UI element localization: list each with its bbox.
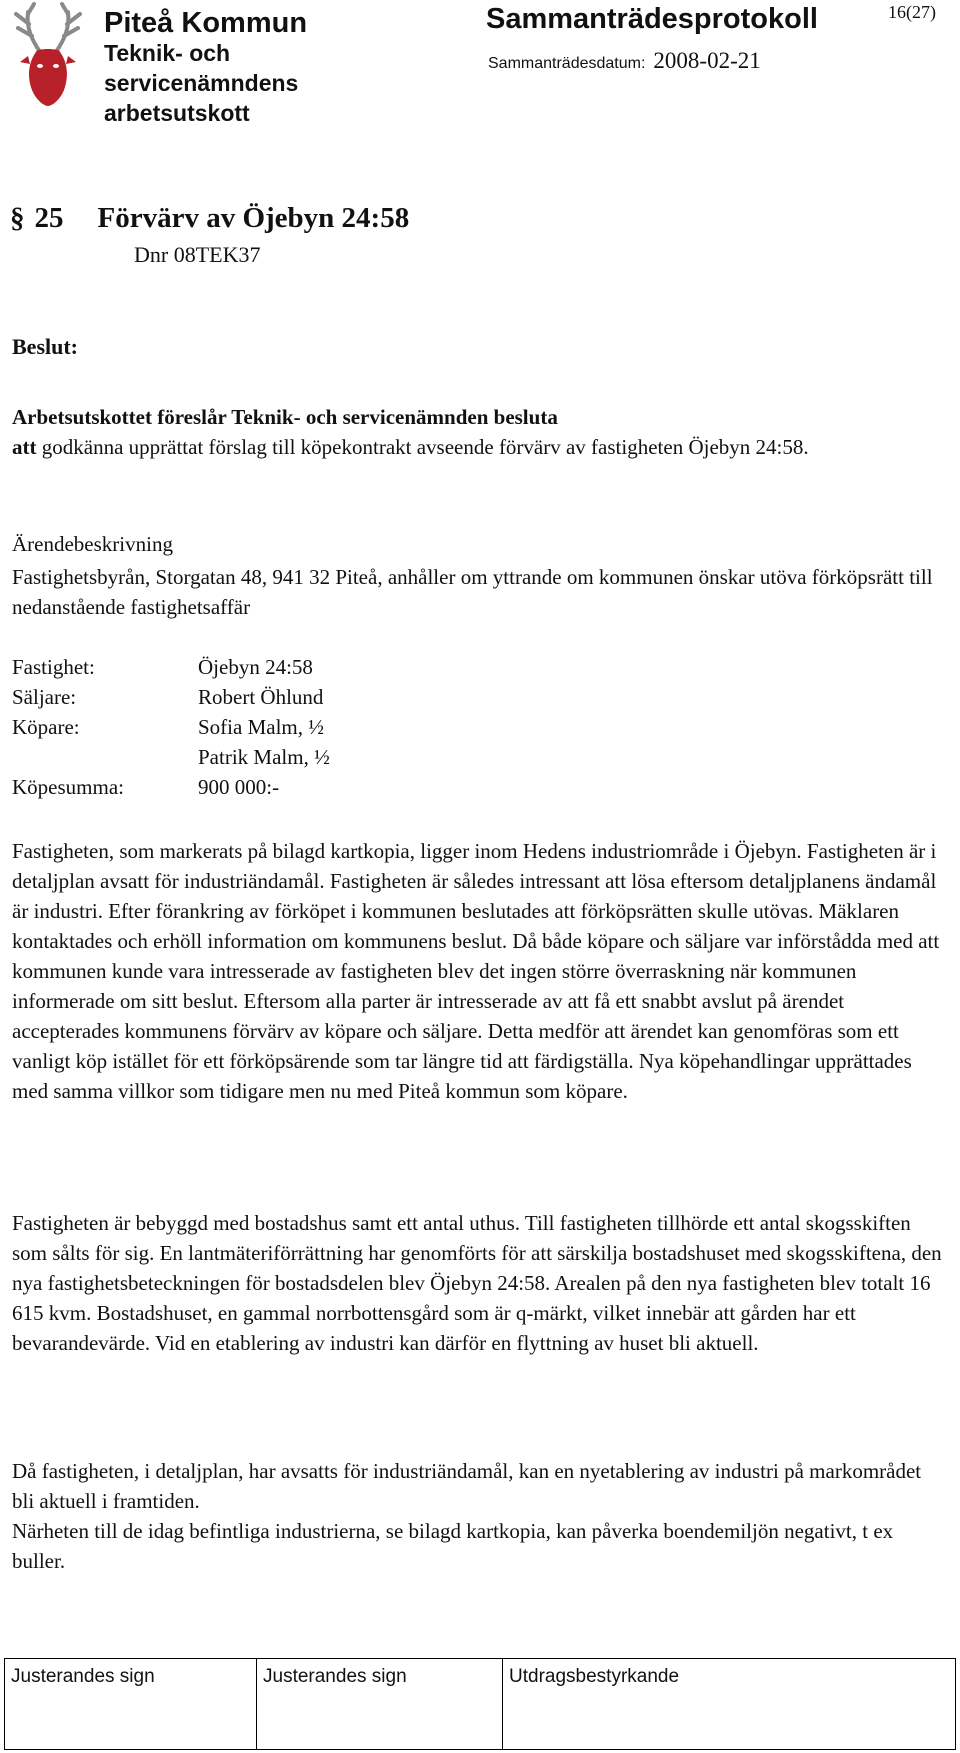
decision-body xyxy=(12,432,942,462)
decision-text xyxy=(12,402,942,462)
document-title: Sammanträdesprotokoll xyxy=(486,3,818,35)
paragraph: Fastigheten är bebyggd med bostadshus samt ett antal uthus. Till fastigheten tillhörde ett antal skogsskiften som sålts för sig. En lantmäteriförrättning har genomförts för att särskilja bostadshuset med skogsskiftena, den nya fastighetsbeteckningen för bostadsdelen blev Öjebyn 24:58. Arealen på den nya fastigheten blev totalt 16 615 kvm. Bostadshuset, en gammal norrbottensgård som är q-märkt, vilket innebär att gården har ett bevarandevärde. Vid en etablering av industri kan därför en flyttning av huset bli aktuell. xyxy=(12,1211,942,1355)
decision-statement: godkänna upprättat förslag till köpekontrakt avseende förvärv av fastigheten Öjebyn 24:58. xyxy=(41,435,809,459)
section-number: 25 xyxy=(34,202,64,234)
detail-row-buyer-2 xyxy=(12,742,330,772)
meeting-date-label: Sammanträdesdatum: xyxy=(488,55,646,72)
case-number: Dnr 08TEK37 xyxy=(134,242,261,267)
paragraph: Då fastigheten, i detaljplan, har avsatts för industriändamål, kan en nyetablering av industri på markområdet bli aktuell i framtiden. xyxy=(12,1459,922,1513)
detail-label: Köpesumma: xyxy=(12,775,124,799)
page-number: 16(27) xyxy=(888,2,936,22)
detail-value: Patrik Malm, ½ xyxy=(198,745,330,769)
signature-cell-adjuster-1: Justerandes sign xyxy=(4,1659,256,1749)
signature-table xyxy=(4,1658,956,1750)
signature-cell-adjuster-2: Justerandes sign xyxy=(256,1659,502,1749)
organization-block xyxy=(104,8,404,128)
section-title: Förvärv av Öjebyn 24:58 xyxy=(97,202,410,234)
meeting-date-row xyxy=(488,48,761,74)
detail-value: Öjebyn 24:58 xyxy=(198,655,313,679)
description-heading: Ärendebeskrivning xyxy=(12,532,173,556)
decision-intro: Arbetsutskottet föreslår Teknik- och servicenämnden besluta xyxy=(12,405,558,429)
board-name: Teknik- och servicenämndens arbetsutskott xyxy=(104,40,299,126)
detail-row-property xyxy=(12,652,313,682)
detail-label: Säljare: xyxy=(12,685,77,709)
detail-value: 900 000:- xyxy=(198,775,280,799)
meeting-date: 2008-02-21 xyxy=(653,48,761,73)
paragraph: Närheten till de idag befintliga industrierna, se bilagd kartkopia, kan påverka boendemiljön negativt, t ex buller. xyxy=(12,1519,894,1573)
section-symbol: § xyxy=(10,202,25,234)
organization-name: Piteå Kommun xyxy=(104,7,308,39)
detail-row-buyer xyxy=(12,712,324,742)
signature-cell-certification: Utdragsbestyrkande xyxy=(502,1659,956,1749)
detail-value: Sofia Malm, ½ xyxy=(198,715,324,739)
detail-label: Köpare: xyxy=(12,715,80,739)
detail-label: Fastighet: xyxy=(12,655,95,679)
detail-value: Robert Öhlund xyxy=(198,685,324,709)
decision-att: att xyxy=(12,435,37,459)
detail-row-seller xyxy=(12,682,323,712)
paragraph: Fastigheten, som markerats på bilagd kartkopia, ligger inom Hedens industriområde i Öjebyn. Fastigheten är i detaljplan avsatt för industriändamål. Fastigheten är således intressant att lösa eftersom detaljplanens ändamål är industri. Efter förankring av förköpet i kommunen beslutades att förköpsrätten skulle utövas. Mäklaren kontaktades och erhöll information om kommunens beslut. Då både köpare och säljare var införstådda med att kommunen kunde vara intresserade av fastigheten blev det ingen större överraskning när kommunen informerade om sitt beslut. Eftersom alla parter är intresserade av att få ett snabbt avslut på ärendet accepterades kommunens förvärv av köpare och säljare. Detta medför att ärendet kan genomföras som ett vanligt köp istället för ett förköpsärende som tar längre tid att färdigställa. Nya köpehandlingar upprättades med samma villkor som tidigare men nu med Piteå kommun som köpare. xyxy=(12,839,940,1103)
section-heading xyxy=(10,202,409,235)
description-intro: Fastighetsbyrån, Storgatan 48, 941 32 Piteå, anhåller om yttrande om kommunen önskar utöva förköpsrätt till nedanstående fastighetsaffär xyxy=(12,565,933,619)
reindeer-crest-icon xyxy=(6,2,90,112)
detail-row-price xyxy=(12,772,279,802)
decision-label: Beslut: xyxy=(12,334,78,359)
